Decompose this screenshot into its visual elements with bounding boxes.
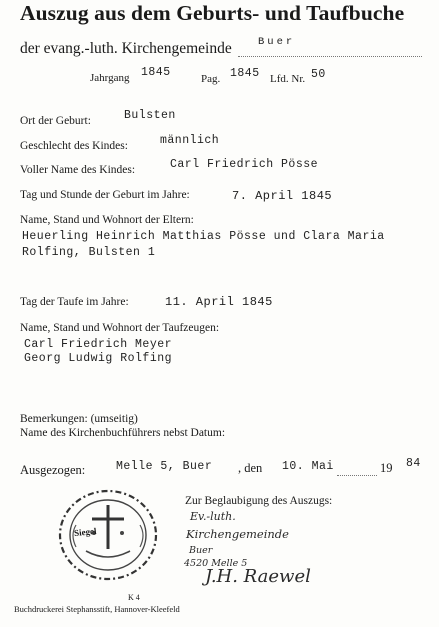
seal-word: Siegel <box>73 525 97 539</box>
keeper-label: Name des Kirchenbuchführers nebst Datum: <box>20 427 226 439</box>
sex-label: Geschlecht des Kindes: <box>20 140 128 152</box>
issued-den-label: , den <box>238 461 263 475</box>
godparents-label: Name, Stand und Wohnort der Taufzeugen: <box>20 322 220 334</box>
issued-label: Ausgezogen: <box>20 463 86 477</box>
sex-value: männlich <box>160 134 220 147</box>
birthplace-label: Ort der Geburt: <box>20 115 91 127</box>
parents-line-2: Rolfing, Bulsten 1 <box>22 246 156 259</box>
issued-year-prefix: 19 <box>380 461 393 475</box>
certification-line-1: Ev.-luth. <box>190 510 236 523</box>
pag-value: 1845 <box>230 67 260 80</box>
remarks-label: Bemerkungen: (umseitig) <box>20 413 138 425</box>
certification-line-3: Buer <box>189 545 213 556</box>
godparent-1: Carl Friedrich Meyer <box>24 338 173 351</box>
issued-dots <box>337 475 377 476</box>
issued-day-month: 10. Mai <box>282 460 334 473</box>
parish-seal <box>56 485 164 585</box>
birthdate-label: Tag und Stunde der Geburt im Jahre: <box>20 189 190 201</box>
baptism-label: Tag der Taufe im Jahre: <box>20 296 129 308</box>
printer-note: Buchdruckerei Stephansstift, Hannover-Kleefeld <box>14 604 180 614</box>
birthdate-value: 7. April 1845 <box>232 189 333 203</box>
document-title: Auszug aus dem Geburts- und Taufbuche <box>20 1 405 25</box>
parents-line-1: Heuerling Heinrich Matthias Pösse und Clara Maria <box>22 230 385 243</box>
document-subtitle: der evang.-luth. Kirchengemeinde <box>20 40 232 57</box>
parish-line <box>238 56 422 57</box>
parents-label: Name, Stand und Wohnort der Eltern: <box>20 214 194 226</box>
parish-value: Buer <box>258 36 296 48</box>
jahrgang-label: Jahrgang <box>90 72 130 84</box>
lfd-label: Lfd. Nr. <box>270 73 306 85</box>
fullname-label: Voller Name des Kindes: <box>20 164 136 176</box>
seal-graphic <box>56 485 164 585</box>
issued-year-suffix: 84 <box>406 457 421 470</box>
baptism-value: 11. April 1845 <box>165 295 273 309</box>
birthplace-value: Bulsten <box>124 109 176 122</box>
fullname-value: Carl Friedrich Pösse <box>170 158 319 171</box>
godparent-2: Georg Ludwig Rolfing <box>24 352 173 365</box>
signature: J.H. Raewel <box>205 566 311 587</box>
pag-label: Pag. <box>201 73 221 85</box>
certification-line-4: 4520 Melle 5 <box>184 558 248 569</box>
jahrgang-value: 1845 <box>141 66 171 79</box>
certification-line-2: Kirchengemeinde <box>186 527 289 541</box>
form-code: K 4 <box>128 593 140 602</box>
lfd-value: 50 <box>311 68 326 81</box>
certification-label: Zur Beglaubigung des Auszugs: <box>185 495 333 507</box>
issued-place: Melle 5, Buer <box>116 460 213 473</box>
